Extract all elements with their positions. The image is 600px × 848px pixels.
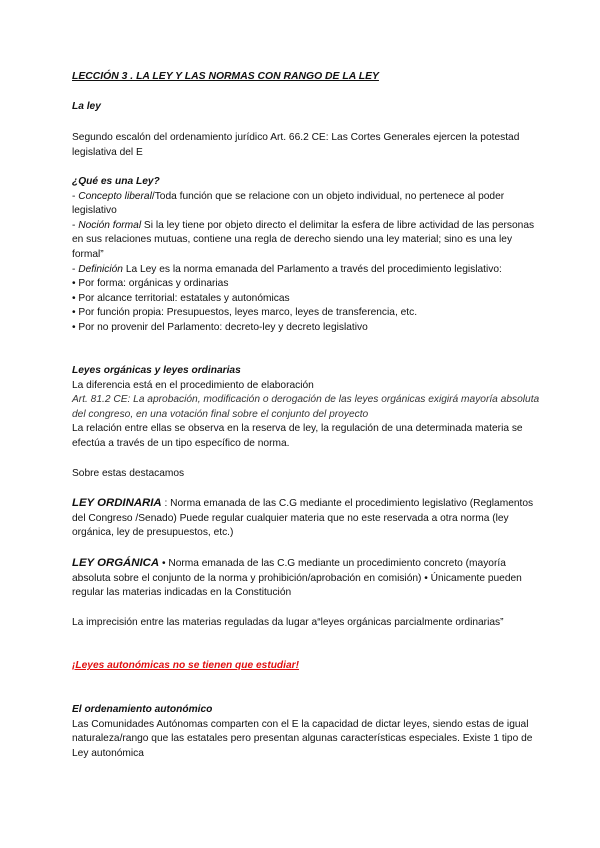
- definition-term: Concepto liberal: [78, 190, 152, 202]
- ley-ordinaria-block: [72, 496, 542, 541]
- definition-item: [72, 219, 542, 263]
- autonomico-heading: El ordenamiento autonómico: [72, 704, 213, 715]
- definition-term: Definición: [78, 263, 123, 275]
- ley-organica-paragraph: [72, 556, 542, 601]
- section-ley-heading-block: [72, 100, 542, 115]
- definition-text: Si la ley tiene por objeto directo el delimitar la esfera de libre actividad de las personas en sus relaciones mutuas, contiene una regla de derecho siendo una ley material; sino es una ley formal”: [72, 219, 535, 260]
- definition-term: Noción formal: [78, 219, 142, 231]
- bullet-item: • Por forma: orgánicas y ordinarias: [72, 278, 229, 290]
- destacamos-text: Sobre estas destacamos: [72, 468, 185, 479]
- organicas-article: Art. 81.2 CE: La aprobación, modificación o derogación de las leyes orgánicas exigirá mayoría absoluta del congreso, en una votación final sobre el conjunto del proyecto: [72, 394, 540, 420]
- ley-ordinaria-paragraph: [72, 496, 542, 541]
- imprecision-block: [72, 616, 542, 631]
- organicas-line2: La relación entre ellas se observa en la reserva de ley, la regulación de una determinada materia se efectúa a través de un tipo específico de norma.: [72, 423, 523, 449]
- bullet-item: • Por alcance territorial: estatales y autonómicas: [72, 292, 290, 304]
- section-ley-intro: Segundo escalón del ordenamiento jurídico Art. 66.2 CE: Las Cortes Generales ejercen la potestad legislativa del E: [72, 132, 520, 158]
- ley-ordinaria-text: : Norma emanada de las C.G mediante el procedimiento legislativo (Reglamentos del Congreso /Senado) Puede regular cualquier materia que no este reservada a otra norma (ley orgánica, ley de presupuestos, etc.): [72, 498, 534, 539]
- destacamos-block: [72, 467, 542, 482]
- definition-item: [72, 190, 542, 219]
- warning-text: ¡Leyes autonómicas no se tienen que estudiar!: [72, 660, 300, 671]
- warning-block: [72, 659, 542, 674]
- section-ley-intro-block: [72, 131, 542, 160]
- definition-prefix: -: [72, 190, 79, 202]
- que-es-block: [72, 175, 542, 336]
- autonomico-text: Las Comunidades Autónomas comparten con el E la capacidad de dictar leyes, siendo estas de igual naturaleza/rango que las estatales pero presentan algunas características especiales. Existe 1 tipo de Ley autonómica: [72, 718, 533, 759]
- definition-text: La Ley es la norma emanada del Parlamento a través del procedimiento legislativo:: [122, 263, 502, 275]
- ley-organica-block: [72, 556, 542, 601]
- definition-text: /Toda función que se relacione con un objeto individual, no pertenece al poder legislativo: [72, 190, 505, 217]
- ley-ordinaria-term: LEY ORDINARIA: [72, 497, 162, 509]
- lesson-title: LECCIÓN 3 . LA LEY Y LAS NORMAS CON RANGO DE LA LEY: [72, 71, 379, 82]
- bullet-item: • Por no provenir del Parlamento: decreto-ley y decreto legislativo: [72, 321, 368, 333]
- bullet-item: • Por función propia: Presupuestos, leyes marco, leyes de transferencia, etc.: [72, 307, 418, 319]
- organicas-line1: La diferencia está en el procedimiento de elaboración: [72, 379, 314, 391]
- definition-prefix: -: [72, 263, 79, 275]
- section-ley-heading: La ley: [72, 101, 101, 112]
- que-es-heading: ¿Qué es una Ley?: [72, 176, 160, 187]
- ley-organica-text: • Norma emanada de las C.G mediante un procedimiento concreto (mayoría absoluta sobre el conjunto de la norma y prohibición/aprobación en comisión) • Únicamente pueden regular las materias indicadas en la Constitución: [72, 558, 522, 599]
- imprecision-text: La imprecisión entre las materias reguladas da lugar a“leyes orgánicas parcialmente ordinarias”: [72, 617, 504, 628]
- autonomico-block: [72, 703, 542, 761]
- definition-item: [72, 263, 542, 278]
- definition-prefix: -: [72, 219, 79, 231]
- organicas-block: [72, 364, 542, 452]
- lesson-title-block: [72, 70, 542, 85]
- organicas-heading: Leyes orgánicas y leyes ordinarias: [72, 365, 241, 376]
- ley-organica-term: LEY ORGÁNICA: [72, 557, 160, 569]
